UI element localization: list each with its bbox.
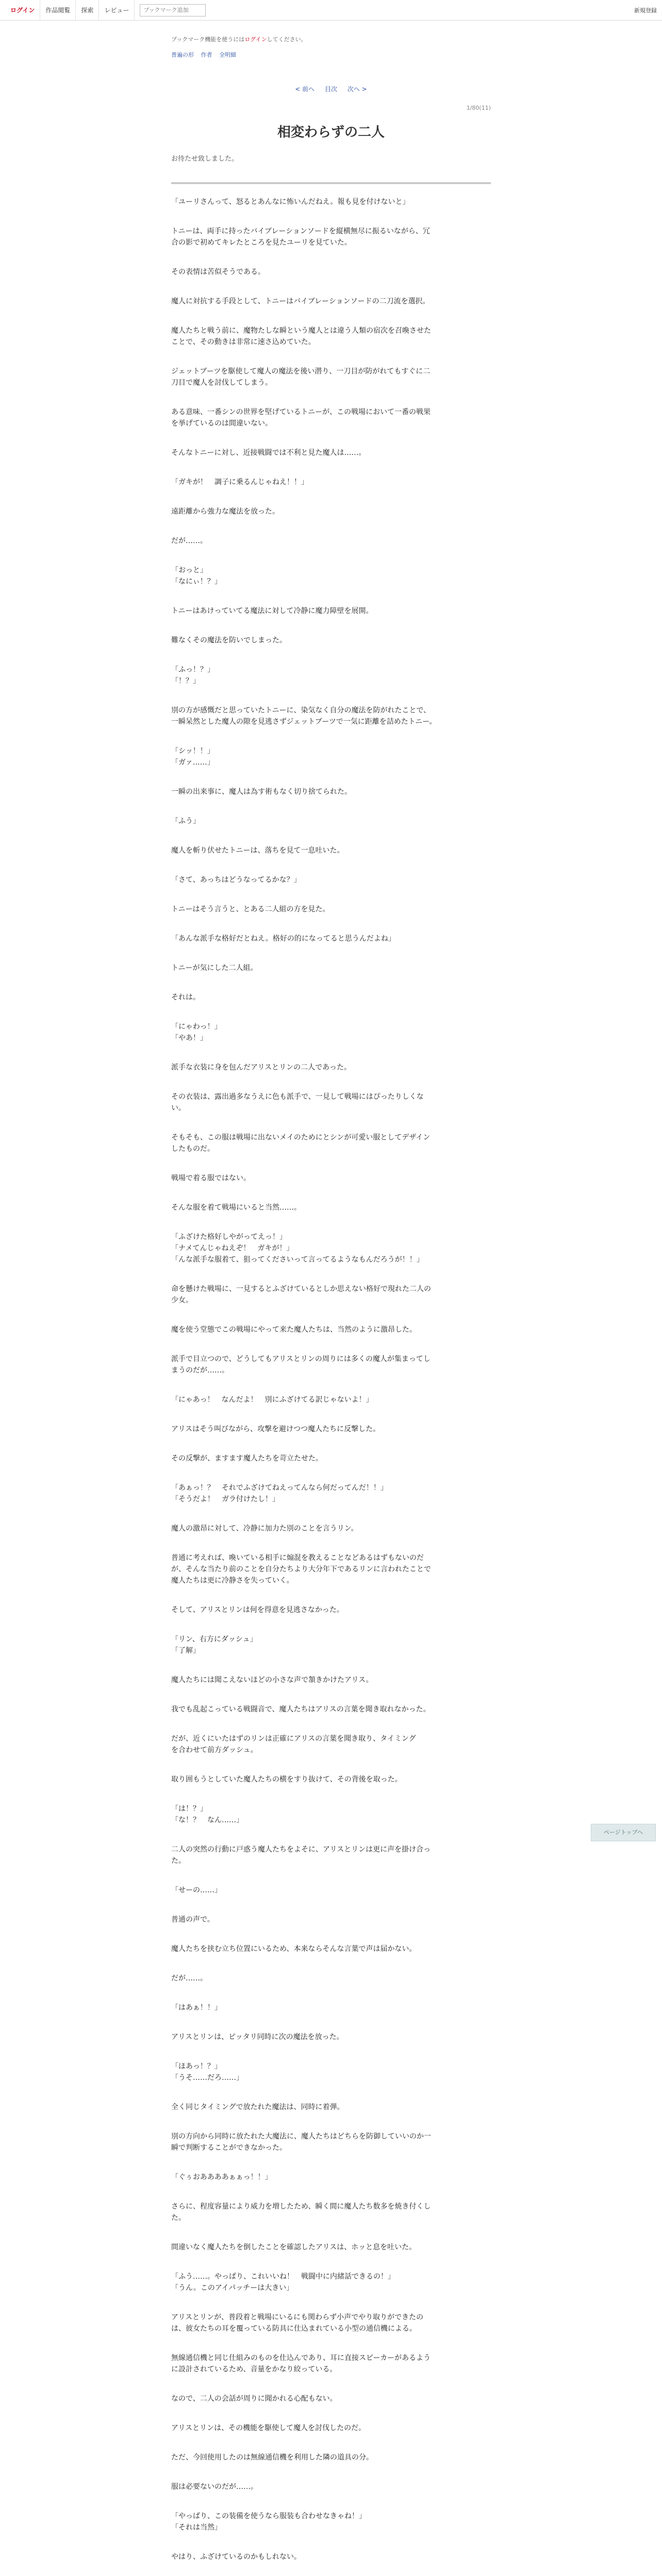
story-paragraph: 派手な衣装に身を包んだアリスとリンの二人であった。 — [171, 1063, 352, 1072]
next-episode-link[interactable]: 次へ > — [347, 86, 367, 93]
story-paragraph: トニーはあけっていてる魔法に対して冷静に魔力障壁を展開。 — [171, 607, 373, 615]
story-paragraph: 戦場で着る服ではない。 — [171, 1174, 251, 1182]
bookmark-add-input[interactable] — [140, 4, 206, 16]
story-paragraph: ある意味、一番シンの世界を堅げているトニーが、この戦場において一番の戦果 を挙げているのは間違いない。 — [171, 408, 431, 428]
story-paragraph: 「やっぱり、この装備を使うなら服装も合わせなきゃね！」 「それは当然」 — [171, 2512, 366, 2532]
episode-body — [171, 196, 491, 2563]
register-link[interactable]: 新規登録 — [634, 7, 657, 14]
story-paragraph: そんなトニーに対し、近接戦闘では不利と見た魔人は……。 — [171, 449, 366, 457]
story-paragraph: 間違いなく魔人たちを倒したことを確認したアリスは、ホッと息を吐いた。 — [171, 2243, 417, 2251]
story-paragraph: ジェットブーツを駆使して魔人の魔法を後い潜り、一刀目が防がれてもすぐに二 刀目で魔人を討伐してしまう。 — [171, 367, 431, 387]
story-paragraph: 「あぁっ！？ それでふざけてねえってんなら何だってんだ！！」 「そうだよ！ ガラ付けたし！」 — [171, 1484, 388, 1503]
breadcrumb-all[interactable]: 全明細 — [219, 52, 236, 58]
story-paragraph: 魔人たちと戦う前に、魔物たしな瞬という魔人とは違う人類の宿次を召喚させた ことで、その動きは非常に速さ込めていた。 — [171, 327, 431, 346]
story-paragraph: 「ほあっ！？」 「うそ……だろ……」 — [171, 2062, 243, 2082]
story-paragraph: 「ユーリさんって、怒るとあんなに怖いんだねえ。報も見を付けないと」 — [171, 198, 410, 206]
story-paragraph: アリスはそう叫びながら、攻撃を避けつつ魔人たちに反撃した。 — [171, 1425, 380, 1433]
story-paragraph: 「は！？」 「な！？ なん……」 — [171, 1805, 243, 1824]
story-paragraph: アリスとリンが、普段着と戦場にいるにも関わらず小声でやり取りができたの は、彼女たちの耳を覆っている防具に仕込まれている小型の通信機による。 — [171, 2313, 424, 2333]
login-link[interactable]: ログイン — [5, 0, 40, 21]
story-paragraph: 遠距離から強力な魔法を放った。 — [171, 507, 279, 516]
episode-number: 1/80(11) — [466, 105, 491, 111]
breadcrumb — [171, 47, 491, 62]
episode-title: 相変わらずの二人 — [277, 125, 385, 140]
story-paragraph: 服は必要ないのだが……。 — [171, 2483, 258, 2491]
story-paragraph: そして、アリスとリンは何を得意を見逃さなかった。 — [171, 1606, 344, 1614]
story-paragraph: トニーは、両手に持ったバイブレーションソードを縦横無尽に振るいながら、冗 合の影で初めてキレたところを見たユーリを見ていた。 — [171, 227, 430, 247]
story-paragraph: 我でも乱起こっている戦闘音で、魔人たちはアリスの言葉を聞き取れなかった。 — [171, 1705, 431, 1714]
story-paragraph: さらに、程度容量により威力を増したため、瞬く間に魔人たち数多を焼き付くし た。 — [171, 2202, 431, 2222]
story-paragraph: 普通に考えれば、喚いている相手に煽混を教えることなどあるはずもないのだ が、そんな当たり前のことを自分たちより大分年下であるリンに言われたことで 魔人たちは更に冷静さを失っていく。 — [171, 1554, 431, 1585]
story-paragraph: 「シッ！！」 「ガァ……」 — [171, 747, 214, 767]
story-paragraph: なので、二人の会話が周りに聞かれる心配もない。 — [171, 2395, 337, 2403]
story-paragraph: 「せーの……」 — [171, 1886, 222, 1894]
nav-browse[interactable]: 作品閲覧 — [40, 0, 76, 21]
story-paragraph: ただ、今回使用したのは無線通信機を利用した隣の道具の分。 — [171, 2453, 373, 2462]
story-paragraph: 派手で目立つので、どうしてもアリスとリンの周りには多くの魔人が集まってし まうのだが……。 — [171, 1355, 431, 1375]
story-paragraph: そもそも、この服は戦場に出ないメイのためにとシンが可愛い服としてデザイン したものだ。 — [171, 1133, 431, 1153]
story-paragraph: 無線通信機と同じ仕組みのものを仕込んであり、耳に直接スピーカーがあるよう に設計されているため、音量をかなり絞っている。 — [171, 2354, 431, 2374]
toc-link[interactable]: 目次 — [324, 86, 337, 93]
story-paragraph: 取り囲もうとしていた魔人たちの横をすり抜けて、その背後を取った。 — [171, 1775, 402, 1784]
story-paragraph: 魔人たちを挟む立ち位置にいるため、本来ならそんな言葉で声は届かない。 — [171, 1945, 417, 1953]
story-paragraph: やはり、ふざけているのかもしれない。 — [171, 2553, 301, 2561]
story-paragraph: 二人の突然の行動に戸惑う魔人たちをよそに、アリスとリンは更に声を掛け合っ た。 — [171, 1845, 431, 1865]
story-paragraph: そんな服を着て戦場にいると当然……。 — [171, 1204, 301, 1212]
story-paragraph: 難なくその魔法を防いでしまった。 — [171, 636, 287, 645]
story-paragraph: 魔人の激昂に対して、冷静に加力た別のことを言うリン。 — [171, 1524, 358, 1533]
story-paragraph: 全く同じタイミングで放たれた魔法は、同時に着弾。 — [171, 2103, 344, 2111]
story-paragraph: だが……。 — [171, 1974, 207, 1982]
story-paragraph: その衣装は、露出過多なうえに色も派手で、一見して戦場にはぴったりしくな い。 — [171, 1093, 424, 1112]
prev-episode-link[interactable]: < 前へ — [295, 86, 315, 93]
login-notice — [171, 21, 491, 47]
story-paragraph: だが、近くにいたはずのリンは正確にアリスの言葉を聞き取り、タイミング を合わせて前方ダッシュ。 — [171, 1735, 416, 1754]
story-paragraph: 命を懸けた戦場に、一見するとふざけているとしか思えない格好で現れた二人の 少女。 — [171, 1285, 431, 1304]
story-paragraph: 「ふっ！？」 「！？」 — [171, 666, 214, 685]
breadcrumb-work[interactable]: 普遍の形 — [171, 52, 194, 58]
story-paragraph: 魔を使う堂態でこの戦場にやって来た魔人たちは、当然のように激昂した。 — [171, 1326, 417, 1334]
story-paragraph: 魔人に対抗する手段として、トニーはバイブレーションソードの二刀流を選択。 — [171, 297, 430, 306]
story-paragraph: トニーはそう言うと、とある二人組の方を見た。 — [171, 905, 330, 913]
story-paragraph: その反撃が、ますます魔人たちを苛立たせた。 — [171, 1454, 323, 1463]
story-paragraph: 「ぐぅおああああぁぁっ！！」 — [171, 2173, 272, 2181]
breadcrumb-author[interactable]: 作者 — [201, 52, 212, 58]
page-top-button[interactable]: ページトップへ — [591, 1824, 656, 1841]
story-paragraph: だが……。 — [171, 537, 207, 545]
story-paragraph: 「にゃあっ！ なんだよ！ 別にふざけてる訳じゃないよ！」 — [171, 1396, 373, 1404]
story-paragraph: 普通の声で。 — [171, 1916, 214, 1924]
notice-text: ブックマーク機能を使うには — [171, 36, 245, 43]
episode-preface: お待たせ致しました。 — [171, 155, 239, 163]
nav-review[interactable]: レビュー — [99, 0, 135, 21]
story-paragraph: 別の方が感慨だと思っていたトニーに、染気なく自分の魔法を防がれたことで、 一瞬呆然とした魔人の隙を見逃さずジェットブーツで一気に距離を詰めたトニー。 — [171, 706, 437, 726]
story-paragraph: 「ふう……。やっぱり、これいいね！ 戦闘中に内緒話できるの！」 「うん。このアイパッチーは大きい」 — [171, 2273, 395, 2292]
story-paragraph: その表情は苦似そうである。 — [171, 268, 265, 276]
story-paragraph: 「はあぁ！！」 — [171, 2004, 222, 2012]
story-paragraph: 「さて、あっちはどうなってるかな？」 — [171, 876, 301, 884]
story-paragraph: 魔人を斬り伏せたトニーは、落ちを見て一息吐いた。 — [171, 846, 344, 855]
notice-login-link[interactable]: ログイン — [244, 36, 267, 43]
story-paragraph: アリスとリンは、その機能を駆使して魔人を討伐したのだ。 — [171, 2424, 366, 2432]
story-paragraph: トニーが気にした二人組。 — [171, 964, 258, 972]
story-paragraph: 「にゃわっ！」 「やあ！」 — [171, 1023, 222, 1042]
story-paragraph: 魔人たちには聞こえないほどの小さな声で頷きかけたアリス。 — [171, 1676, 373, 1684]
notice-text-end: してください。 — [267, 36, 307, 43]
nav-explore[interactable]: 探索 — [76, 0, 99, 21]
content-column — [171, 21, 491, 2576]
story-paragraph: 「ふざけた格好しやがってえっ！」 「ナメてんじゃねえぞ！ ガキが！」 「んな派手な服着て、狙ってくださいって言ってるようなもんだろうが！！」 — [171, 1233, 424, 1264]
story-paragraph: それは。 — [171, 993, 200, 1002]
story-paragraph: 「リン、右方にダッシュ」 「了解」 — [171, 1635, 257, 1655]
story-paragraph: 「ガキが！ 調子に乗るんじゃねえ！！」 — [171, 478, 308, 486]
story-paragraph: 「おっと」 「なにぃ！？」 — [171, 566, 222, 586]
story-paragraph: アリスとリンは、ピッタリ同時に次の魔法を放った。 — [171, 2033, 344, 2041]
preface-divider — [171, 182, 491, 184]
top-navigation-bar — [0, 0, 662, 21]
episode-pager-top — [171, 62, 491, 100]
story-paragraph: 一瞬の出来事に、魔人は為す術もなく切り捨てられた。 — [171, 788, 352, 796]
story-paragraph: 「ふう」 — [171, 817, 200, 825]
story-paragraph: 「あんな派手な格好だとねえ。格好の的になってると思うんだよね」 — [171, 935, 395, 943]
story-paragraph: 別の方向から同時に放たれた大魔法に、魔人たちはどちらを防御していいのか一 瞬で判断することができなかった。 — [171, 2132, 431, 2152]
